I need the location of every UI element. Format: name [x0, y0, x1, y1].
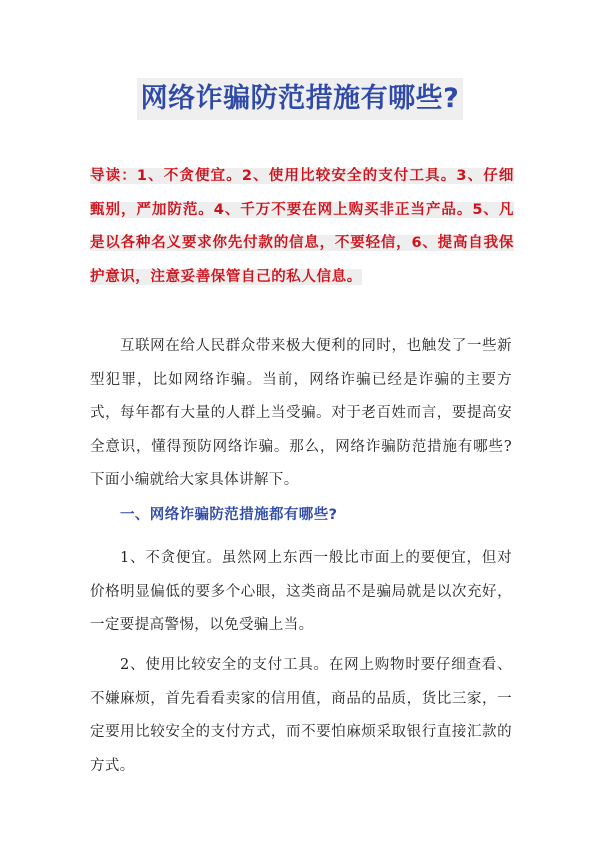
- title-container: [0, 78, 600, 120]
- intro-paragraph: 互联网在给人民群众带来极大便利的同时，也触发了一些新型犯罪，比如网络诈骗。当前，网络诈骗已经是诈骗的主要方式，每年都有大量的人群上当受骗。对于老百姓而言，要提高安全意识，懂得预防网络诈骗。那么，网络诈骗防范措施有哪些?下面小编就给大家具体讲解下。: [90, 338, 512, 488]
- lead-summary: [90, 160, 514, 294]
- list-item-2: 2、使用比较安全的支付工具。在网上购物时要仔细查看、不嫌麻烦，首先看看卖家的信用值，商品的品质，货比三家，一定要用比较安全的支付方式，而不要怕麻烦采取银行直接汇款的方式。: [90, 657, 512, 774]
- section-heading: 一、网络诈骗防范措施都有哪些?: [120, 507, 338, 523]
- list-item-1: 1、不贪便宜。虽然网上东西一般比市面上的要便宜，但对价格明显偏低的要多个心眼，这类商品不是骗局就是以次充好，一定要提高警惕，以免受骗上当。: [90, 550, 512, 633]
- page-title: 网络诈骗防范措施有哪些?: [137, 78, 464, 120]
- lead-text: 导读：1、不贪便宜。2、使用比较安全的支付工具。3、仔细甄别，严加防范。4、千万不要在网上购买非正当产品。5、凡是以各种名义要求你先付款的信息，不要轻信，6、提高自我保护意识，注意妥善保管自己的私人信息。: [90, 168, 514, 285]
